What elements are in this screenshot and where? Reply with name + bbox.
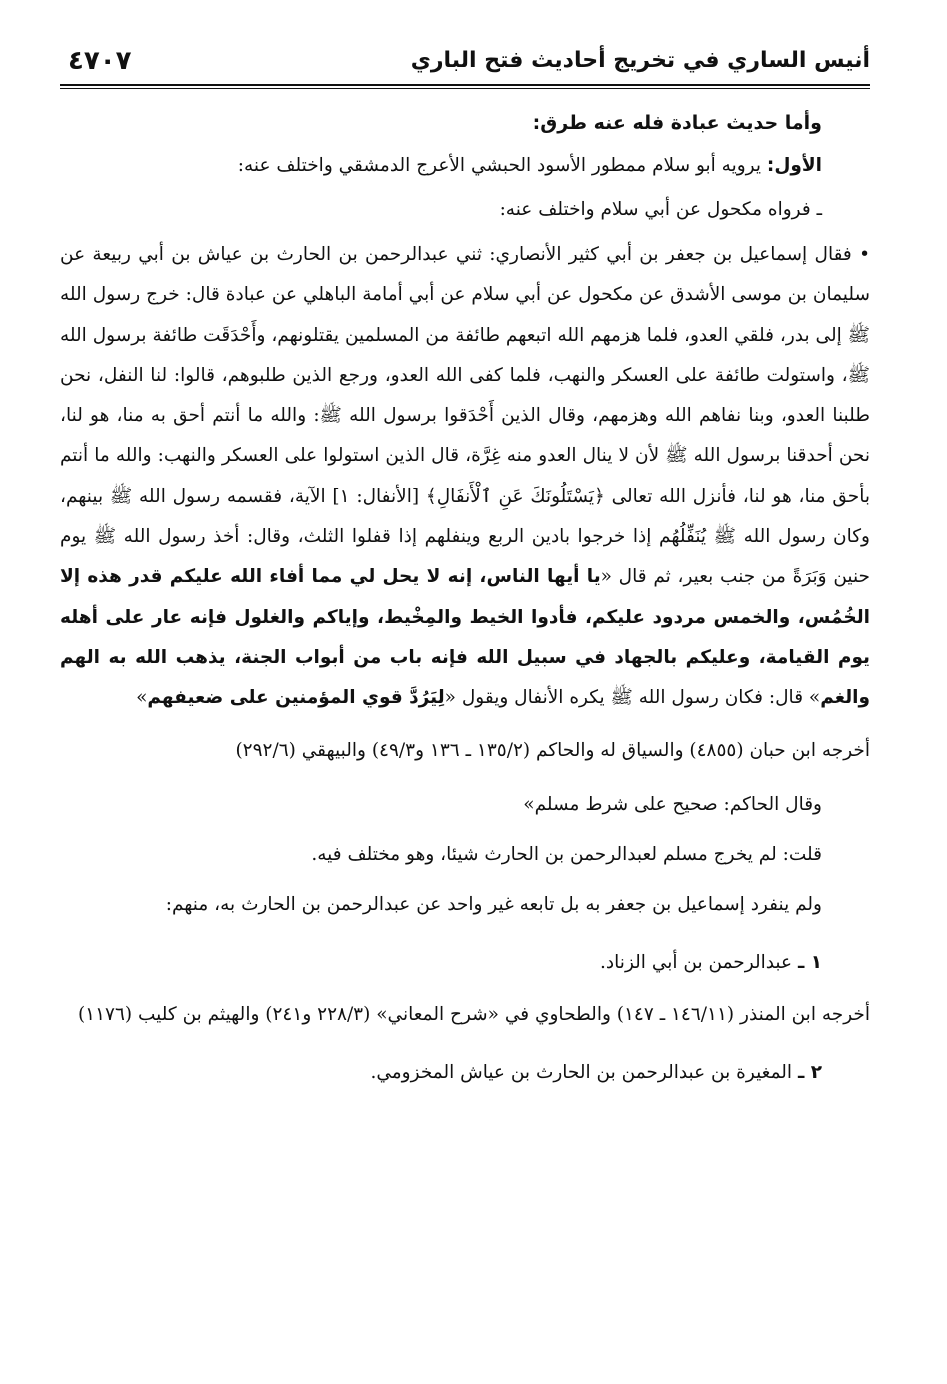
page-body	[60, 103, 870, 1093]
hadith-text-2: » قال: فكان رسول الله ﷺ يكره الأنفال ويقول «	[444, 687, 821, 709]
first-label: الأول:	[766, 155, 822, 176]
hadith-bold-2: لِيَرُدَّ قوي المؤمنين على ضعيفهم	[147, 687, 445, 709]
first-text: يرويه أبو سلام ممطور الأسود الحبشي الأعرج الدمشقي واختلف عنه:	[237, 155, 767, 176]
first-path-paragraph	[60, 145, 870, 187]
tafarrud-paragraph: ولم ينفرد إسماعيل بن جعفر به بل تابعه غير واحد عن عبدالرحمن بن الحارث به، منهم:	[165, 893, 822, 915]
makhul-line: ـ فرواه مكحول عن أبي سلام واختلف عنه:	[499, 199, 822, 220]
list-item-2-number: ٢ ـ	[797, 1061, 822, 1083]
section-heading: وأما حديث عبادة فله عنه طرق:	[532, 112, 822, 134]
list-item-1-number: ١ ـ	[797, 951, 822, 973]
list-item-2	[60, 1053, 870, 1093]
hadith-bold-1: يا أيها الناس، إنه لا يحل لي مما أفاء الله عليكم قدر هذه إلا الخُمُس، والخمس مردود عليكم، فأدوا الخيط والمِخْيط، وإياكم والغلول فإنه عار على أهله يوم القيامة، وعليكم بالجهاد في سبيل الله فإنه باب من أبواب الجنة، يذهب الله به الهم والغم	[60, 566, 870, 709]
hadith-text-1: • فقال إسماعيل بن جعفر بن أبي كثير الأنصاري: ثني عبدالرحمن بن الحارث بن عياش بن أبي ربيعة عن سليمان بن موسى الأشدق عن مكحول عن أبي سلام عن أبي أمامة الباهلي عن عبادة قال: خرج رسول الله ﷺ إلى بدر، فلقي العدو، فلما هزمهم الله اتبعهم طائفة من المسلمين يقتلونهم، وأَحْدَقَت طائفة برسول الله ﷺ، واستولت طائفة على العسكر والنهب، فلما كفى الله العدو، ورجع الذين طلبوهم، قالوا: لنا النفل، نحن طلبنا العدو، وبنا نفاهم الله وهزمهم، وقال الذين أَحْدَقوا برسول الله ﷺ: والله ما أنتم أحق به منا، هو لنا، نحن أحدقنا برسول الله ﷺ لأن لا ينال العدو منه غِرَّة، قال الذين استولوا على العسكر والنهب: والله ما أنتم بأحق منا، هو لنا، فأنزل الله تعالى ﴿يَسْتَلُونَكَ عَنِ ٱلْأَنفَالِ﴾ [الأنفال: ١] الآية، فقسمه رسول الله ﷺ بينهم، وكان رسول الله ﷺ يُنَفِّلُهُم إذا خرجوا بادين الربع وينفلهم إذا قفلوا الثلث، وقال: أخذ رسول الله ﷺ يوم حنين وَبَرَةً من جنب بعير، ثم قال «	[60, 244, 870, 588]
takhrij-2: أخرجه ابن المنذر (١٤٦/١١ ـ ١٤٧) والطحاوي في «شرح المعاني» (٢٢٨/٣ و٢٤١) والهيثم بن كليب (١١٧٦)	[77, 1003, 870, 1025]
header-rule	[60, 84, 870, 89]
hakim-note: وقال الحاكم: صحيح على شرط مسلم»	[523, 793, 822, 815]
qultu-note: قلت: لم يخرج مسلم لعبدالرحمن بن الحارث شيئا، وهو مختلف فيه.	[311, 843, 822, 865]
page-number: ٤٧٠٧	[68, 46, 132, 76]
document-page	[60, 40, 870, 1360]
takhrij-1: أخرجه ابن حبان (٤٨٥٥) والسياق له والحاكم (١٣٥/٢ ـ ١٣٦ و٤٩/٣) والبيهقي (٢٩٢/٦)	[235, 739, 870, 761]
list-item-1-text: عبدالرحمن بن أبي الزناد.	[600, 951, 798, 973]
hadith-paragraph	[60, 235, 870, 719]
list-item-2-text: المغيرة بن عبدالرحمن بن الحارث بن عياش المخزومي.	[370, 1061, 798, 1083]
book-title: أنيس الساري في تخريج أحاديث فتح الباري	[410, 48, 870, 73]
hadith-text-3: »	[136, 687, 148, 709]
list-item-1	[60, 943, 870, 983]
running-header	[60, 40, 870, 82]
